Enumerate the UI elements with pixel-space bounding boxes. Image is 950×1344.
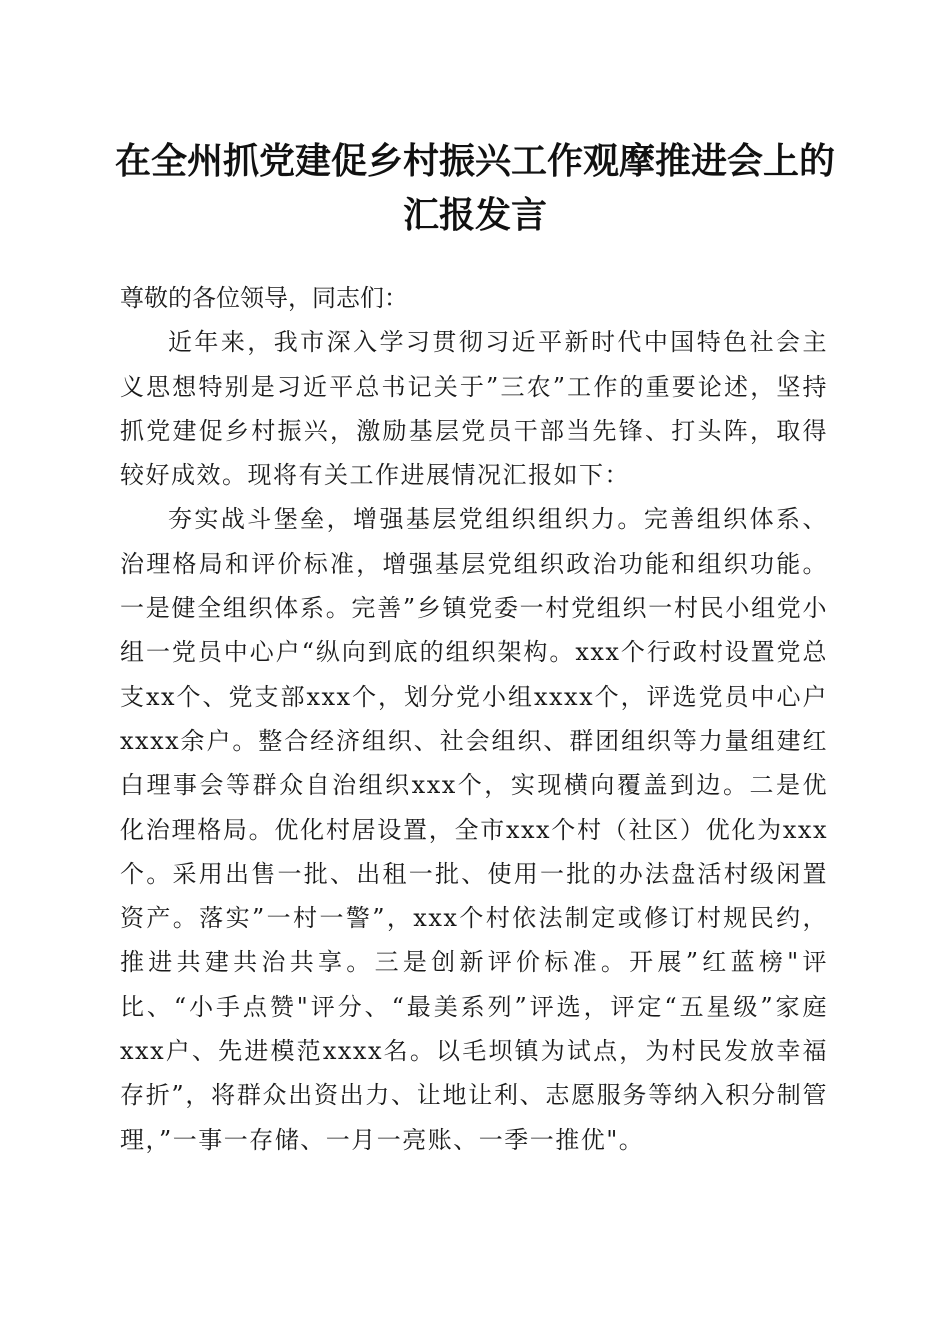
document-body bbox=[120, 276, 828, 1162]
salutation: 尊敬的各位领导，同志们： bbox=[120, 284, 408, 312]
document-title: 在全州抓党建促乡村振兴工作观摩推进会上的汇报发言 bbox=[114, 140, 835, 236]
paragraph-intro: 近年来，我市深入学习贯彻习近平新时代中国特色社会主义思想特别是习近平总书记关于”三农”工作的重要论述，坚持抓党建促乡村振兴，激励基层党员干部当先锋、打头阵，取得较好成效。现将有关工作进展情况汇报如下： bbox=[120, 328, 828, 490]
paragraph-organization: 夯实战斗堡垒，增强基层党组织组织力。完善组织体系、治理格局和评价标准，增强基层党组织政治功能和组织功能。一是健全组织体系。完善”乡镇党委一村党组织一村民小组党小组一党员中心户“纵向到底的组织架构。xxx个行政村设置党总支xx个、党支部xxx个，划分党小组xxxx个，评选党员中心户xxxx余户。整合经济组织、社会组织、群团组织等力量组建红白理事会等群众自治组织xxx个，实现横向覆盖到边。二是优化治理格局。优化村居设置，全市xxx个村（社区）优化为xxx个。采用出售一批、出租一批、使用一批的办法盘活村级闲置资产。落实”一村一警”，xxx个村依法制定或修订村规民约，推进共建共治共享。三是创新评价标准。开展”红蓝榜"评比、“小手点赞"评分、“最美系列”评选，评定“五星级”家庭xxx户、先进模范xxxx名。以毛坝镇为试点，为村民发放幸福存折”，将群众出资出力、让地让利、志愿服务等纳入积分制管理，”一事一存储、一月一亮账、一季一推优"。 bbox=[120, 505, 828, 1154]
